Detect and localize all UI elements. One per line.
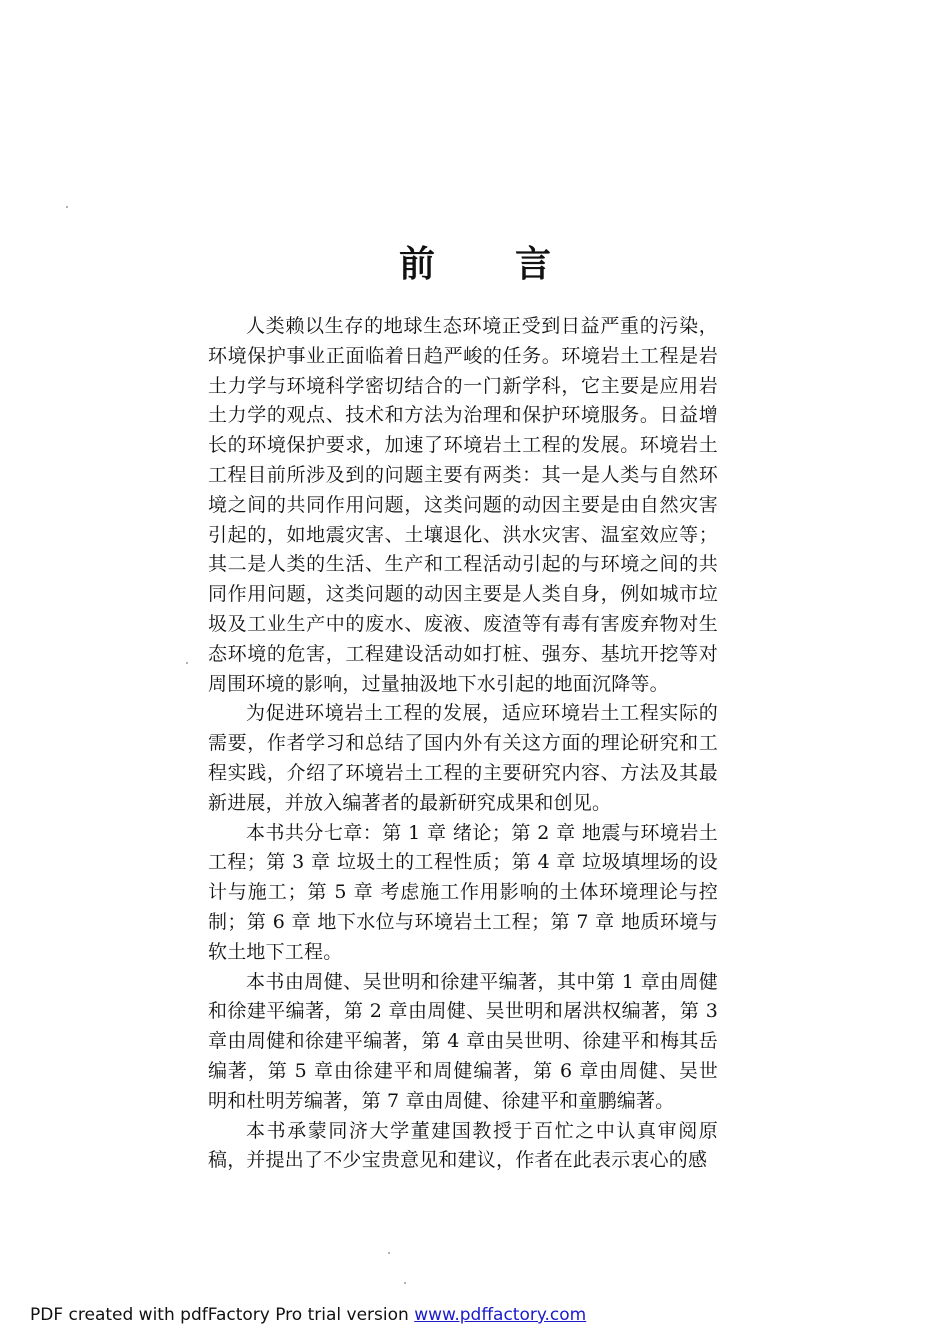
paragraph-3: 本书共分七章：第 1 章 绪论；第 2 章 地震与环境岩土工程；第 3 章 垃圾土的工程性质；第 4 章 垃圾填埋场的设计与施工；第 5 章 考虑施工作用影响的土体环境理论与控制；第 6 章 地下水位与环境岩土工程；第 7 章 地质环境与软土地下工程。 [208, 821, 718, 963]
page-title [0, 236, 950, 287]
scan-speck [388, 1252, 390, 1254]
paragraph-5: 本书承蒙同济大学董建国教授于百忙之中认真审阅原稿，并提出了不少宝贵意见和建议，作者在此表示衷心的感 [208, 1119, 718, 1172]
scan-speck [186, 662, 188, 664]
scan-speck [404, 1282, 406, 1284]
paragraph-1: 人类赖以生存的地球生态环境正受到日益严重的污染，环境保护事业正面临着日趋严峻的任务。环境岩土工程是岩土力学与环境科学密切结合的一门新学科，它主要是应用岩土力学的观点、技术和方法为治理和保护环境服务。日益增长的环境保护要求，加速了环境岩土工程的发展。环境岩土工程目前所涉及到的问题主要有两类：其一是人类与自然环境之间的共同作用问题，这类问题的动因主要是由自然灾害引起的，如地震灾害、土壤退化、洪水灾害、温室效应等；其二是人类的生活、生产和工程活动引起的与环境之间的共同作用问题，这类问题的动因主要是人类自身，例如城市垃圾及工业生产中的废水、废液、废渣等有毒有害废弃物对生态环境的危害，工程建设活动如打桩、强夯、基坑开挖等对周围环境的影响，过量抽汲地下水引起的地面沉降等。 [208, 315, 718, 695]
title-char-1: 前 [398, 244, 435, 285]
footer-text: PDF created with pdfFactory Pro trial version [30, 1305, 415, 1325]
pdf-footer [30, 1305, 586, 1325]
title-char-2: 言 [515, 244, 552, 285]
paragraph-4: 本书由周健、吴世明和徐建平编著，其中第 1 章由周健和徐建平编著，第 2 章由周健、吴世明和屠洪权编著，第 3 章由周健和徐建平编著，第 4 章由吴世明、徐建平和梅其岳编著，第 5 章由徐建平和周健编著，第 6 章由周健、吴世明和杜明芳编著，第 7 章由周健、徐建平和童鹏编著。 [208, 970, 718, 1112]
footer-link[interactable]: www.pdffactory.com [414, 1305, 587, 1325]
paragraph-2: 为促进环境岩土工程的发展，适应环境岩土工程实际的需要，作者学习和总结了国内外有关这方面的理论研究和工程实践，介绍了环境岩土工程的主要研究内容、方法及其最新进展，并放入编著者的最新研究成果和创见。 [208, 702, 718, 814]
preface-body [208, 312, 718, 1176]
scan-speck [66, 206, 68, 208]
